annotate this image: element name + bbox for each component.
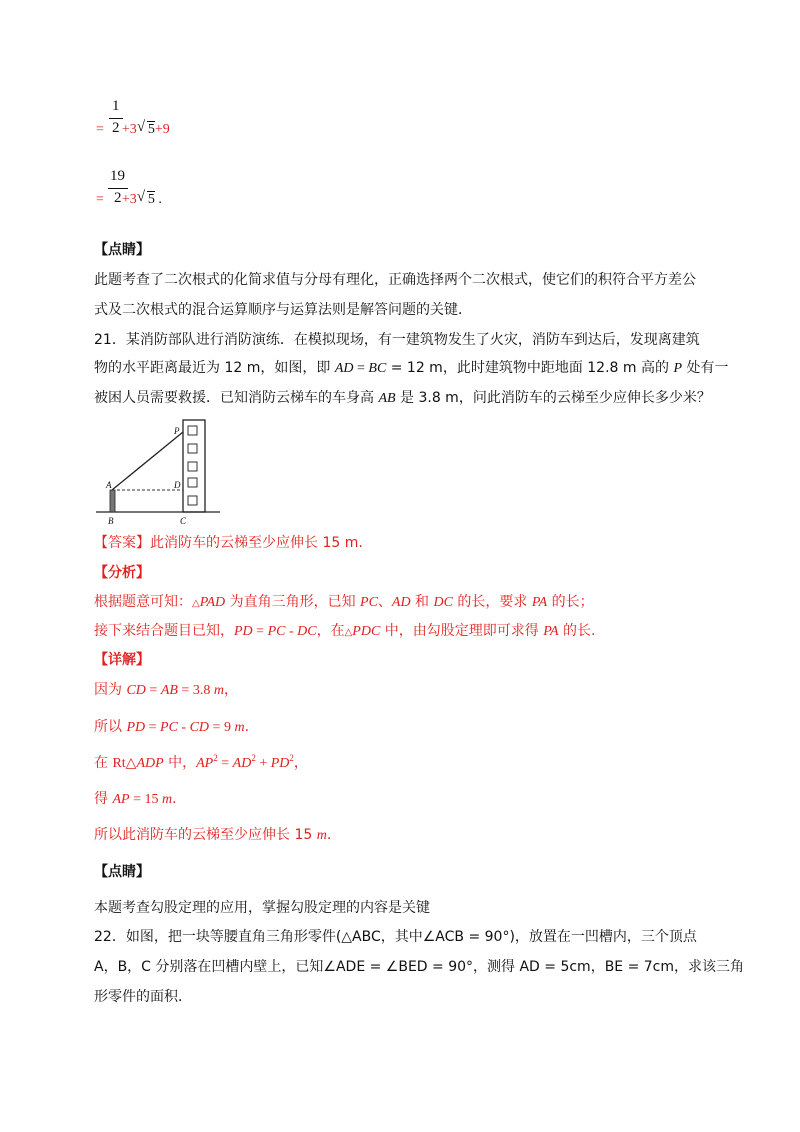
- dianjing-header-2: 【点睛】: [94, 864, 150, 880]
- detail-line-3: 在 Rt△ADP 中，$AP^2 = AD^2 + PD^2$，: [94, 753, 308, 771]
- analysis-line-2: 接下来结合题目已知，PD = PC - DC，在△PDC 中，由勾股定理即可求得 PA 的长.: [94, 623, 596, 639]
- building-window: [188, 444, 197, 453]
- label-p: P: [174, 426, 180, 436]
- question-22-line-1: 22．如图，把一块等腰直角三角形零件(△ABC，其中∠ACB = 90°)，放置在一凹槽内，三个顶点: [94, 929, 697, 945]
- equation-line-2: = +3 √ 5 .: [96, 189, 162, 207]
- fraction-2-bar: [108, 188, 128, 189]
- fraction-2-denominator: 2: [114, 190, 122, 206]
- equation-line-1: = +3 √ 5+9: [96, 119, 170, 137]
- ladder-line-ap: [112, 432, 183, 490]
- detail-line-2: 所以 PD = PC - CD = 9 m.: [94, 719, 250, 735]
- detail-line-5: 所以此消防车的云梯至少应伸长 15 m.: [94, 827, 332, 843]
- label-a: A: [106, 480, 112, 490]
- dianjing-text-1a: 此题考查了二次根式的化简求值与分母有理化，正确选择两个二次根式，使它们的积符合平方差公: [94, 272, 696, 288]
- detail-line-4: 得 AP = 15 m.: [94, 791, 177, 807]
- building-window: [188, 478, 197, 487]
- label-c: C: [180, 516, 187, 526]
- question-21-line-2: 物的水平距离最近为 12 m，如图，即 AD = BC = 12 m，此时建筑物中距地面 12.8 m 高的 P 处有一: [94, 360, 729, 376]
- label-b: B: [108, 516, 114, 526]
- dianjing-text-1b: 式及二次根式的混合运算顺序与运算法则是解答问题的关键．: [94, 302, 472, 318]
- fraction-1-numerator: 1: [112, 98, 120, 114]
- analysis-line-1: 根据题意可知：△PAD 为直角三角形，已知 PC、AD 和 DC 的长，要求 PA 的长；: [94, 594, 594, 610]
- building: [183, 420, 205, 512]
- analysis-header: 【分析】: [94, 565, 150, 581]
- label-d: D: [174, 480, 181, 490]
- building-window: [188, 426, 197, 435]
- answer-line: 【答案】此消防车的云梯至少应伸长 15 m.: [94, 535, 363, 551]
- detail-header: 【详解】: [94, 652, 150, 668]
- question-22-line-3: 形零件的面积．: [94, 989, 192, 1005]
- fraction-1-denominator: 2: [112, 120, 120, 136]
- fraction-2-numerator: 19: [110, 168, 125, 184]
- fire-ladder-figure: [92, 412, 222, 528]
- question-21-line-1: 21．某消防部队进行消防演练．在模拟现场，有一建筑物发生了火灾，消防车到达后，发现离建筑: [94, 332, 700, 348]
- detail-line-1: 因为 CD = AB = 3.8 m，: [94, 682, 238, 698]
- fire-truck-body: [110, 490, 115, 512]
- dianjing-header-1: 【点睛】: [94, 242, 150, 258]
- dianjing-text-2: 本题考查勾股定理的应用，掌握勾股定理的内容是关键: [94, 900, 430, 916]
- fraction-1-bar: [109, 118, 123, 119]
- question-21-line-3: 被困人员需要救援．已知消防云梯车的车身高 AB 是 3.8 m，问此消防车的云梯至少应伸长多少米？: [94, 390, 711, 406]
- building-window: [188, 496, 197, 505]
- question-22-line-2: A，B，C 分别落在凹槽内壁上，已知∠ADE = ∠BED = 90°，测得 AD = 5cm，BE = 7cm，求该三角: [94, 959, 745, 975]
- building-window: [188, 462, 197, 471]
